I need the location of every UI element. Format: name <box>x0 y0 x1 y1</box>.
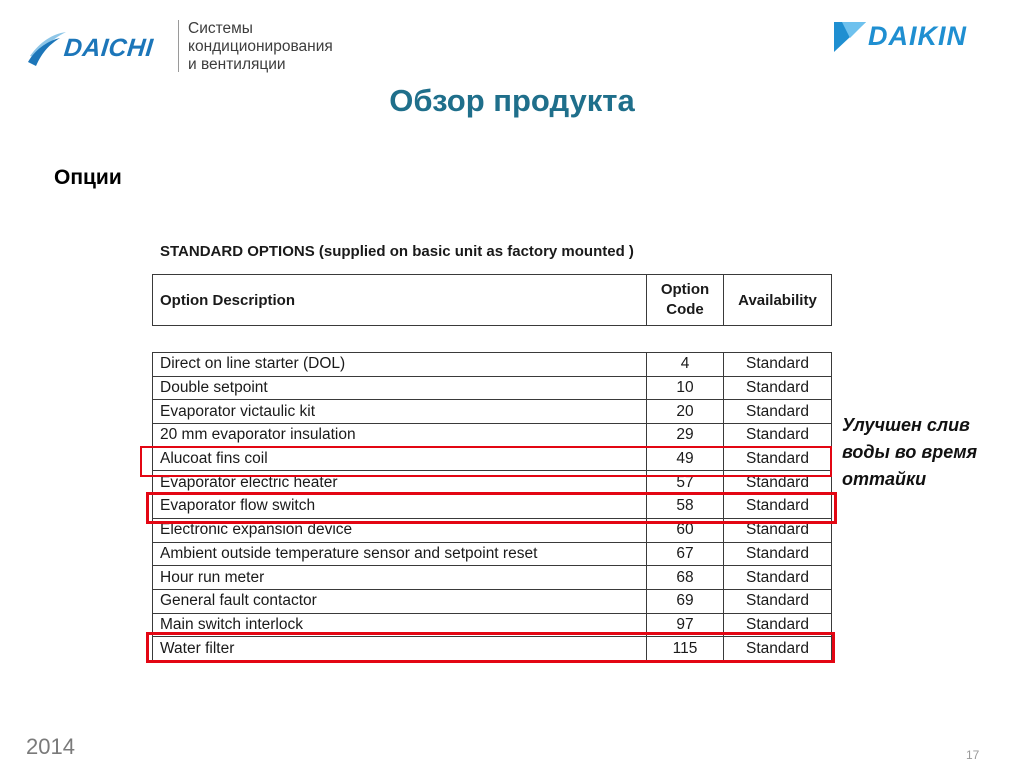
annotation-line: оттайки <box>842 469 927 489</box>
cell-availability: Standard <box>724 424 832 448</box>
highlight-box-flow-switch <box>146 492 837 524</box>
cell-description: Main switch interlock <box>153 613 647 637</box>
cell-option-code: 20 <box>647 400 724 424</box>
cell-option-code: 57 <box>647 471 724 495</box>
cell-option-code: 69 <box>647 589 724 613</box>
page-title: Обзор продукта <box>389 83 635 118</box>
cell-option-code: 49 <box>647 447 724 471</box>
cell-availability: Standard <box>724 471 832 495</box>
table-caption: STANDARD OPTIONS (supplied on basic unit as factory mounted ) <box>160 243 634 260</box>
daichi-tagline <box>188 20 333 74</box>
cell-option-code: 67 <box>647 542 724 566</box>
cell-availability: Standard <box>724 566 832 590</box>
table-row <box>153 589 832 613</box>
cell-availability: Standard <box>724 542 832 566</box>
daichi-logo <box>26 18 366 76</box>
cell-availability: Standard <box>724 447 832 471</box>
cell-option-code: 97 <box>647 613 724 637</box>
column-header-availability: Availability <box>724 275 832 326</box>
table-row <box>153 566 832 590</box>
table-row <box>153 542 832 566</box>
daichi-brand-name: DAICHI <box>62 34 155 62</box>
cell-availability: Standard <box>724 518 832 542</box>
table-row <box>153 424 832 448</box>
table-row <box>153 353 832 377</box>
cell-description: Hour run meter <box>153 566 647 590</box>
daikin-logo <box>834 20 999 56</box>
cell-availability: Standard <box>724 353 832 377</box>
cell-description: Ambient outside temperature sensor and setpoint reset <box>153 542 647 566</box>
column-header-description: Option Description <box>153 275 647 326</box>
cell-description: Water filter <box>153 637 647 661</box>
cell-description: Evaporator electric heater <box>153 471 647 495</box>
cell-option-code: 58 <box>647 495 724 519</box>
cell-description: 20 mm evaporator insulation <box>153 424 647 448</box>
daikin-brand-name: DAIKIN <box>868 21 967 51</box>
cell-availability: Standard <box>724 589 832 613</box>
column-header-code-line: Code <box>666 301 704 318</box>
tagline-line: Системы <box>188 20 253 37</box>
cell-description: Electronic expansion device <box>153 518 647 542</box>
cell-availability: Standard <box>724 376 832 400</box>
column-header-code-line: Option <box>660 281 710 298</box>
logo-divider <box>178 20 179 72</box>
highlight-box-water-filter <box>146 632 835 663</box>
annotation-line: Улучшен слив <box>842 415 970 435</box>
table-row <box>153 400 832 424</box>
annotation-note <box>842 412 977 493</box>
highlight-box-alucoat <box>140 446 832 477</box>
cell-availability: Standard <box>724 400 832 424</box>
cell-description: Direct on line starter (DOL) <box>153 353 647 377</box>
annotation-line: воды во время <box>842 442 978 462</box>
cell-option-code: 29 <box>647 424 724 448</box>
cell-description: Evaporator flow switch <box>153 495 647 519</box>
table-row <box>153 376 832 400</box>
cell-option-code: 60 <box>647 518 724 542</box>
cell-description: Evaporator victaulic kit <box>153 400 647 424</box>
cell-availability: Standard <box>724 637 832 661</box>
cell-option-code: 68 <box>647 566 724 590</box>
cell-description: Double setpoint <box>153 376 647 400</box>
cell-description: Alucoat fins coil <box>153 447 647 471</box>
tagline-line: кондиционирования <box>188 38 333 55</box>
column-header-code <box>647 275 724 326</box>
cell-option-code: 115 <box>647 637 724 661</box>
cell-availability: Standard <box>724 613 832 637</box>
cell-description: General fault contactor <box>153 589 647 613</box>
options-table-header <box>152 274 832 326</box>
tagline-line: и вентиляции <box>188 56 286 73</box>
cell-availability: Standard <box>724 495 832 519</box>
cell-option-code: 10 <box>647 376 724 400</box>
cell-option-code: 4 <box>647 353 724 377</box>
page-number: 17 <box>966 748 980 762</box>
footer-year: 2014 <box>26 734 75 759</box>
daikin-triangle-icon <box>834 20 868 54</box>
section-heading: Опции <box>54 166 122 189</box>
